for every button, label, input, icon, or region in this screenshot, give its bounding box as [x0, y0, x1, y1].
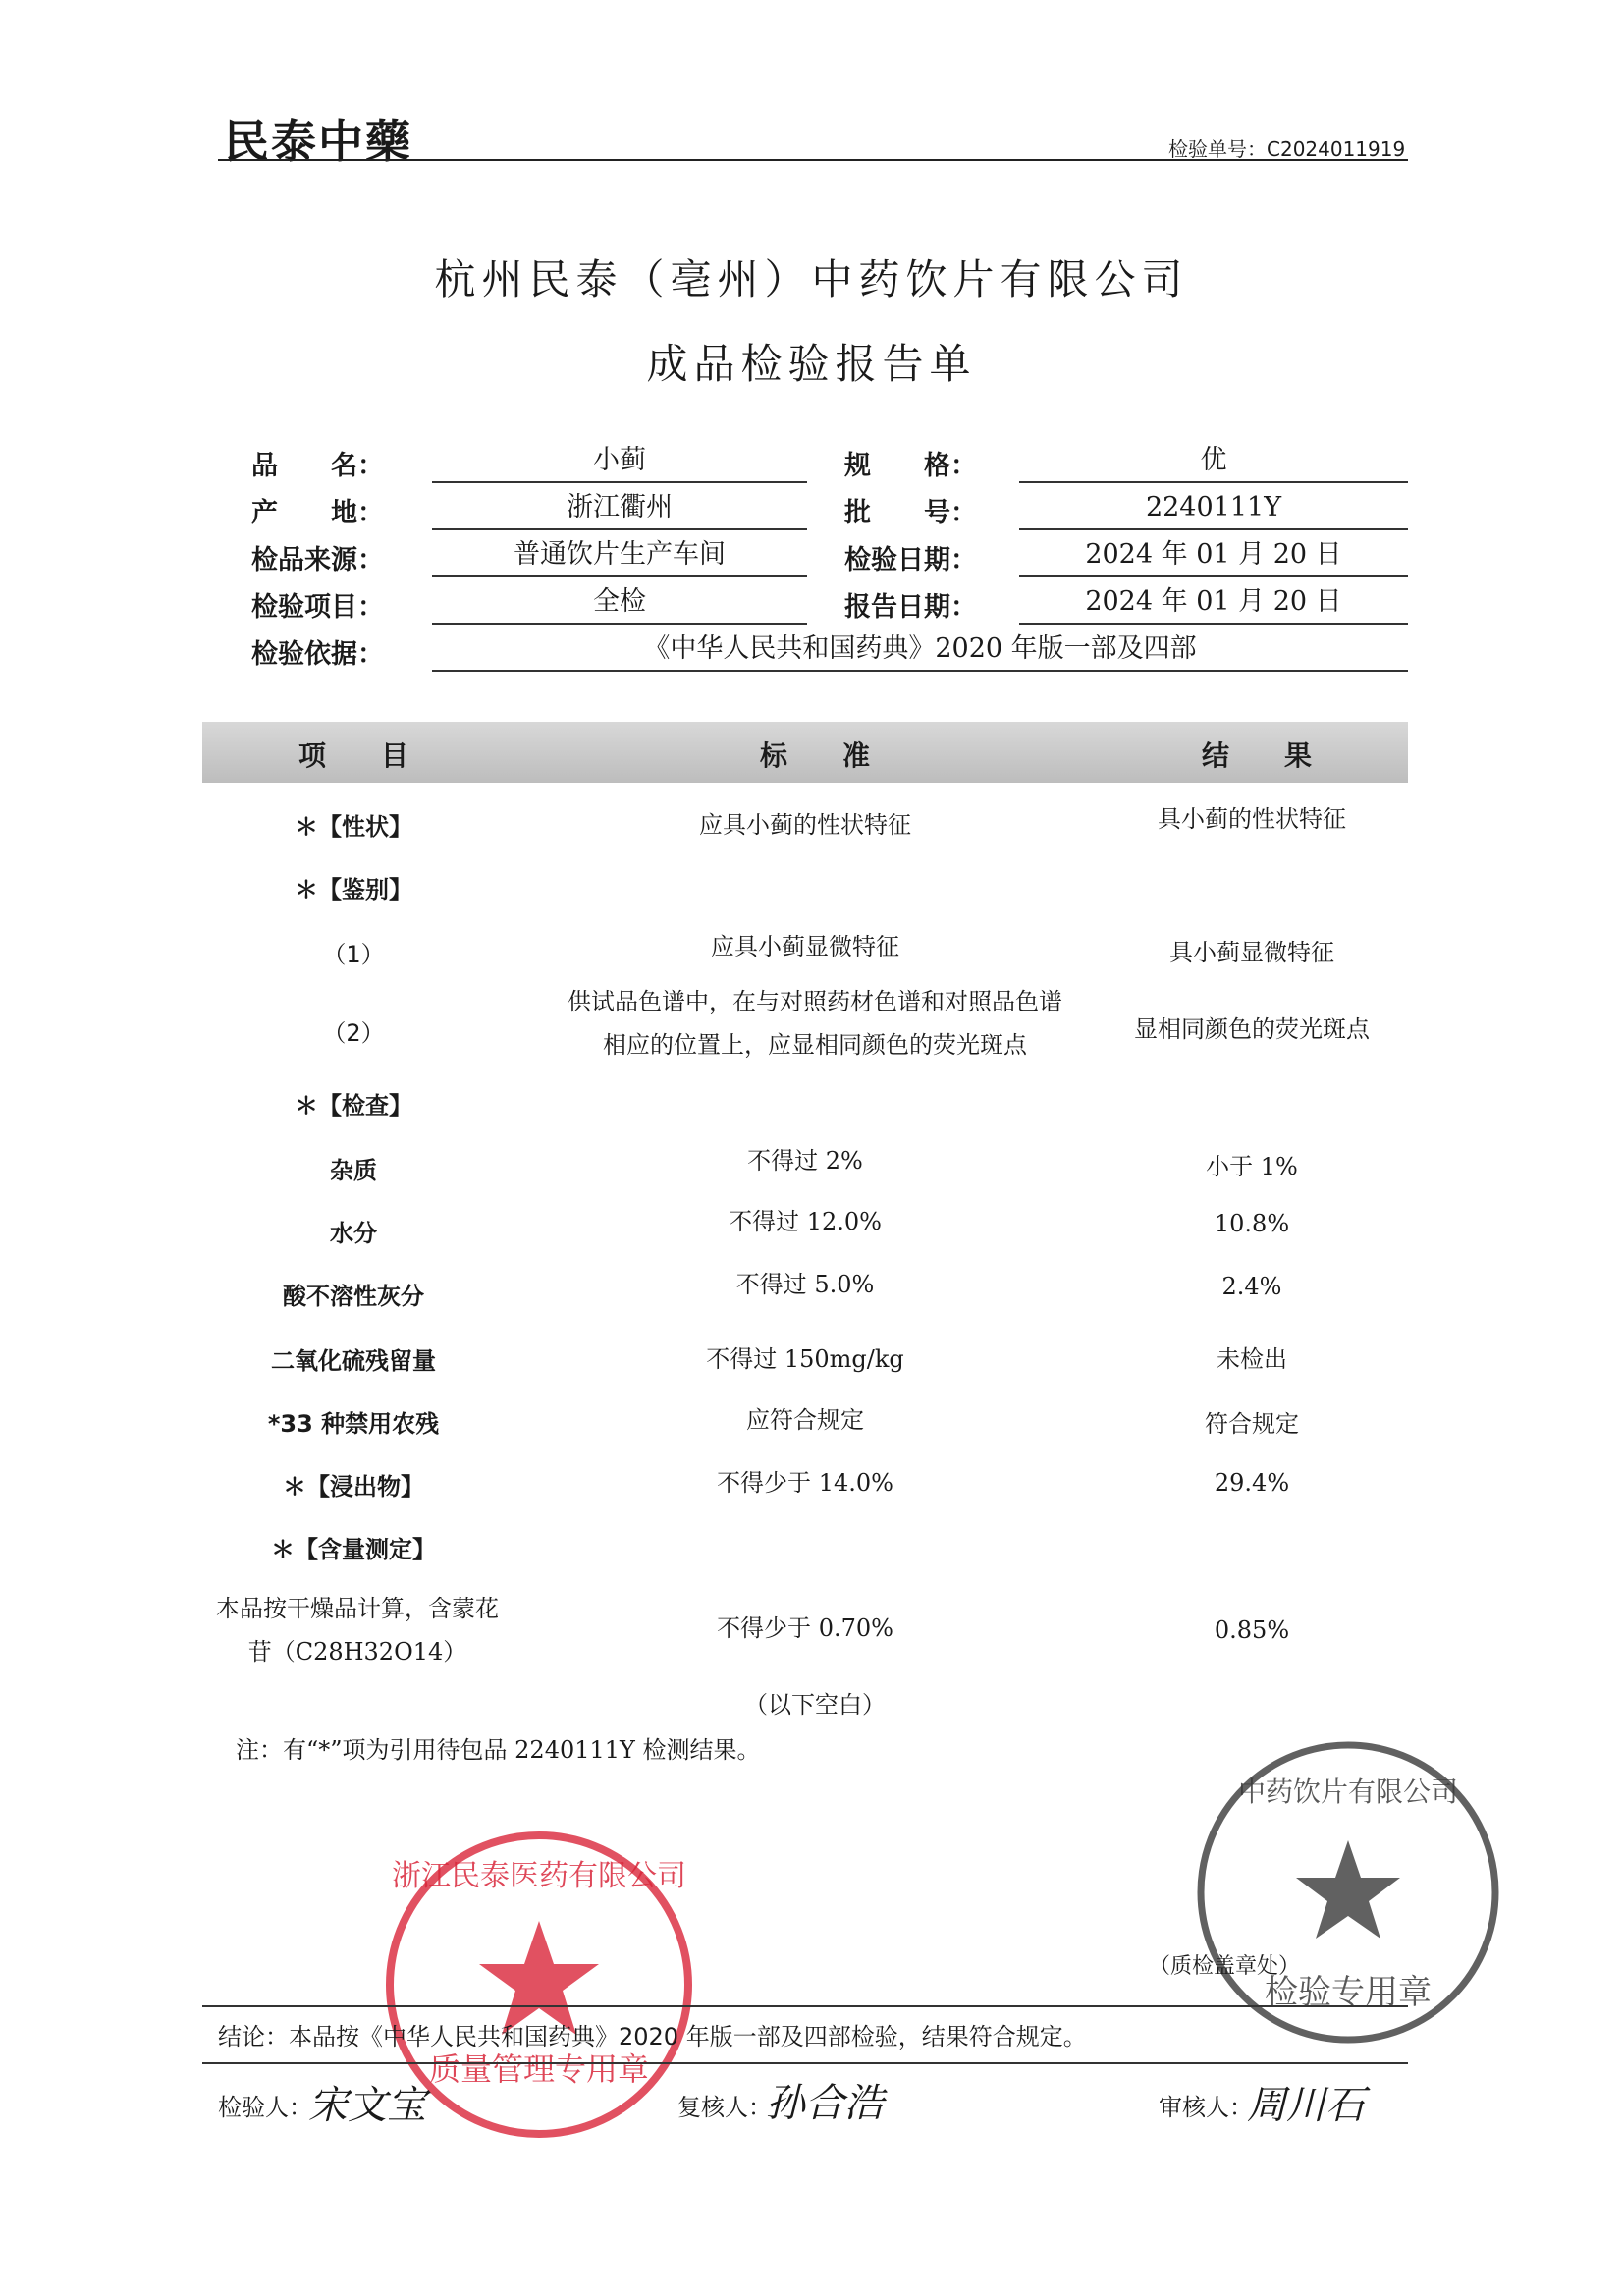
basis-value: 《中华人民共和国药典》2020 年版一部及四部 [432, 632, 1408, 672]
reviewer-label: 复核人： [677, 2094, 772, 2121]
svg-text:检验专用章: 检验专用章 [1265, 1973, 1432, 2012]
inspector-signature: 宋文宝 [308, 2083, 426, 2128]
header-divider [218, 159, 1408, 161]
table-row-item: 酸不溶性灰分 [283, 1283, 424, 1310]
table-row-item: *33 种禁用农残 [267, 1410, 440, 1438]
table-row-standard: 不得过 2% [747, 1147, 863, 1175]
table-row-result: 符合规定 [1205, 1410, 1299, 1438]
table-row-standard: 应符合规定 [746, 1406, 864, 1434]
company-title: 杭州民泰（亳州）中药饮片有限公司 [434, 255, 1189, 303]
conclusion-bottom-divider [202, 2062, 1408, 2064]
origin-value: 浙江衢州 [432, 491, 807, 530]
spec-value: 优 [1019, 444, 1408, 483]
table-row-standard: 不得过 12.0% [729, 1208, 882, 1235]
column-result-header: 结 果 [1201, 739, 1312, 772]
table-row-standard: 应具小蓟显微特征 [711, 933, 899, 960]
batch-value: 2240111Y [1019, 491, 1408, 530]
table-row-item: （2） [322, 1019, 385, 1047]
approver-label: 审核人： [1159, 2094, 1253, 2121]
origin-label: 产 地： [251, 498, 384, 528]
approver-signature: 周川石 [1247, 2083, 1365, 2128]
spec-label: 规 格： [844, 451, 977, 481]
source-label: 检品来源： [251, 545, 384, 575]
table-row-result: 29.4% [1214, 1469, 1290, 1497]
column-standard-header: 标 准 [759, 739, 870, 772]
test-date-value: 2024 年 01 月 20 日 [1019, 538, 1408, 577]
footnote: 注：有“*”项为引用待包品 2240111Y 检测结果。 [236, 1736, 761, 1764]
table-row-item: 二氧化硫残留量 [271, 1347, 436, 1375]
company-logo: 民泰中藥 [224, 115, 412, 168]
table-row-standard: 不得过 150mg/kg [706, 1345, 904, 1373]
blank-below-note: （以下空白） [744, 1691, 886, 1719]
svg-text:中药饮片有限公司: 中药饮片有限公司 [1237, 1776, 1459, 1808]
report-title: 成品检验报告单 [646, 340, 977, 388]
table-row-standard: 不得过 5.0% [735, 1271, 875, 1298]
table-row-result: 0.85% [1214, 1616, 1290, 1644]
items-value: 全检 [432, 585, 807, 625]
inspector-label: 检验人： [218, 2094, 312, 2121]
conclusion-top-divider [202, 2005, 1408, 2007]
table-row-standard: 不得少于 0.70% [717, 1614, 893, 1642]
source-value: 普通饮片生产车间 [432, 538, 807, 577]
table-row-result: 2.4% [1221, 1273, 1282, 1300]
table-row-standard: 应具小蓟的性状特征 [699, 811, 911, 839]
reviewer-signature: 孙合浩 [766, 2081, 884, 2126]
table-row-result: 具小蓟的性状特征 [1158, 805, 1346, 833]
table-row-standard: 供试品色谱中，在与对照药材色谱和对照品色谱相应的位置上，应显相同颜色的荧光斑点 [568, 988, 1062, 1059]
table-row-result: 10.8% [1214, 1210, 1290, 1237]
table-row-standard: 不得少于 14.0% [717, 1469, 893, 1497]
document-number: 检验单号：C2024011919 [1168, 137, 1406, 161]
column-item-header: 项 目 [298, 739, 408, 772]
report-date-label: 报告日期： [844, 592, 977, 623]
table-row-item: 水分 [330, 1220, 377, 1247]
table-row-result: 未检出 [1217, 1345, 1287, 1373]
name-value: 小蓟 [432, 444, 807, 483]
conclusion: 结论：本品按《中华人民共和国药典》2020 年版一部及四部检验，结果符合规定。 [218, 2023, 1087, 2050]
svg-text:质量管理专用章: 质量管理专用章 [428, 2050, 650, 2088]
test-date-label: 检验日期： [844, 545, 977, 575]
svg-text:浙江民泰医药有限公司: 浙江民泰医药有限公司 [392, 1859, 686, 1893]
table-row-item: （1） [322, 941, 385, 968]
qc-stamp-note: （质检盖章处） [1149, 1954, 1301, 1979]
table-row-result: 小于 1% [1206, 1153, 1298, 1180]
table-row-item: ＊【鉴别】 [295, 876, 412, 903]
table-row-item: 本品按干燥品计算，含蒙花苷（C28H32O14） [216, 1595, 499, 1666]
batch-label: 批 号： [844, 498, 977, 528]
table-row-result: 具小蓟显微特征 [1169, 939, 1334, 966]
table-row-result: 显相同颜色的荧光斑点 [1134, 1015, 1370, 1043]
table-row-item: ＊【性状】 [295, 813, 412, 841]
items-label: 检验项目： [251, 592, 384, 623]
basis-label: 检验依据： [251, 639, 384, 670]
table-row-item: 杂质 [330, 1157, 377, 1184]
table-row-item: ＊【浸出物】 [283, 1473, 424, 1501]
table-row-item: ＊【检查】 [295, 1092, 412, 1120]
report-date-value: 2024 年 01 月 20 日 [1019, 585, 1408, 625]
table-row-item: ＊【含量测定】 [271, 1536, 436, 1563]
name-label: 品 名： [251, 451, 384, 481]
